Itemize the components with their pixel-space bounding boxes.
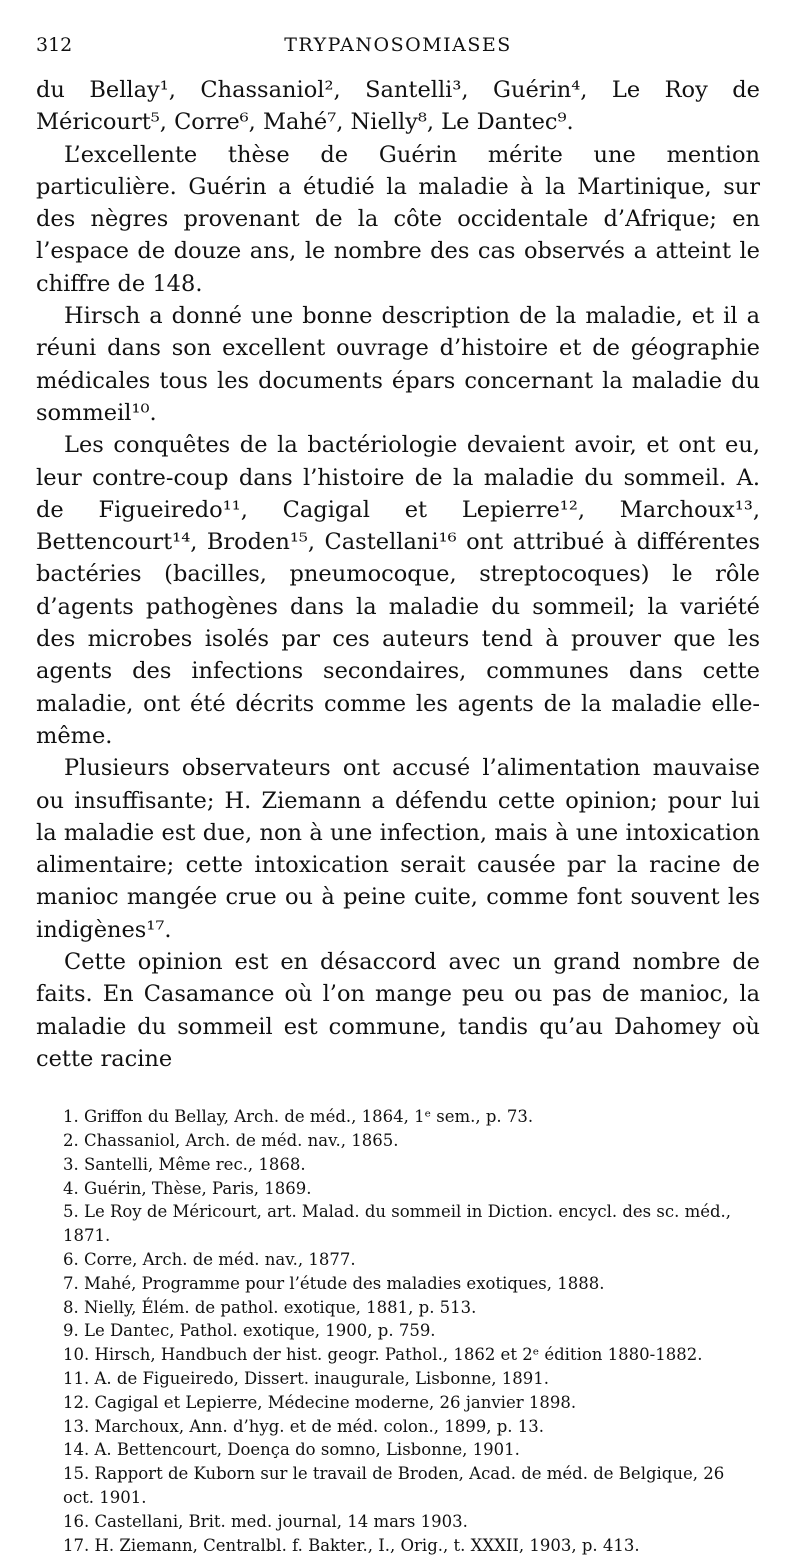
footnote: 9. Le Dantec, Pathol. exotique, 1900, p. 759. [63, 1321, 436, 1341]
footnote: 5. Le Roy de Méricourt, art. Malad. du sommeil in Diction. encycl. des sc. méd., 1871. [63, 1202, 732, 1246]
paragraph: L’excellente thèse de Guérin mérite une mention particulière. Guérin a étudié la maladie à la Martinique, sur des nègres provenant de la côte occidentale d’Afrique; en l’espace de douze ans, le nombre des cas observés a atteint le chiffre de 148. [36, 141, 760, 297]
page-number: 312 [36, 34, 73, 56]
paragraph: Hirsch a donné une bonne description de la maladie, et il a réuni dans son excellent ouvrage d’histoire et de géographie médicales tous les documents épars concernant la maladie du sommeil¹⁰. [36, 303, 760, 426]
footnote: 1. Griffon du Bellay, Arch. de méd., 1864, 1ᵉ sem., p. 73. [63, 1107, 534, 1127]
paragraph: du Bellay¹, Chassaniol², Santelli³, Guérin⁴, Le Roy de Méricourt⁵, Corre⁶, Mahé⁷, Nielly⁸, Le Dantec⁹. [36, 77, 760, 136]
footnote: 12. Cagigal et Lepierre, Médecine moderne, 26 janvier 1898. [63, 1392, 577, 1412]
footnote: 13. Marchoux, Ann. d’hyg. et de méd. colon., 1899, p. 13. [63, 1416, 544, 1436]
footnote: 10. Hirsch, Handbuch der hist. geogr. Pathol., 1862 et 2ᵉ édition 1880-1882. [63, 1345, 703, 1365]
running-title: TRYPANOSOMIASES [284, 34, 512, 56]
footnote: 3. Santelli, Même rec., 1868. [63, 1154, 306, 1174]
footnote: 16. Castellani, Brit. med. journal, 14 mars 1903. [63, 1511, 468, 1531]
footnote: 4. Guérin, Thèse, Paris, 1869. [63, 1178, 312, 1198]
footnote: 6. Corre, Arch. de méd. nav., 1877. [63, 1249, 356, 1269]
footnote: 11. A. de Figueiredo, Dissert. inaugurale, Lisbonne, 1891. [63, 1368, 550, 1388]
paragraph: Les conquêtes de la bactériologie devaient avoir, et ont eu, leur contre-coup dans l’histoire de la maladie du sommeil. A. de Figueiredo¹¹, Cagigal et Lepierre¹², Marchoux¹³, Bettencourt¹⁴, Broden¹⁵, Castellani¹⁶ ont attribué à différentes bactéries (bacilles, pneumocoque, streptocoques) le rôle d’agents pathogènes dans la maladie du sommeil; la variété des microbes isolés par ces auteurs tend à prouver que les agents des infections secondaires, communes dans cette maladie, ont été décrits comme les agents de la maladie elle-même. [36, 432, 760, 749]
footnote: 17. H. Ziemann, Centralbl. f. Bakter., I., Orig., t. XXXII, 1903, p. 413. [63, 1535, 640, 1555]
running-header [36, 34, 760, 62]
footnote: 2. Chassaniol, Arch. de méd. nav., 1865. [63, 1131, 399, 1150]
paragraph: Cette opinion est en désaccord avec un grand nombre de faits. En Casamance où l’on mange peu ou pas de manioc, la maladie du sommeil est commune, tandis qu’au Dahomey où cette racine [36, 949, 760, 1072]
footnotes [36, 1105, 760, 1557]
paragraph: Plusieurs observateurs ont accusé l’alimentation mauvaise ou insuffisante; H. Ziemann a défendu cette opinion; pour lui la maladie est due, non à une infection, mais à une intoxication alimentaire; cette intoxication serait causée par la racine de manioc mangée crue ou à peine cuite, comme font souvent les indigènes¹⁷. [36, 755, 760, 943]
footnote: 14. A. Bettencourt, Doença do somno, Lisbonne, 1901. [63, 1440, 520, 1460]
body-text [36, 74, 760, 1075]
footnote: 8. Nielly, Élém. de pathol. exotique, 1881, p. 513. [63, 1297, 477, 1317]
footnote: 15. Rapport de Kuborn sur le travail de Broden, Acad. de méd. de Belgique, 26 oct. 1901. [63, 1464, 725, 1507]
footnote: 7. Mahé, Programme pour l’étude des maladies exotiques, 1888. [63, 1273, 605, 1293]
